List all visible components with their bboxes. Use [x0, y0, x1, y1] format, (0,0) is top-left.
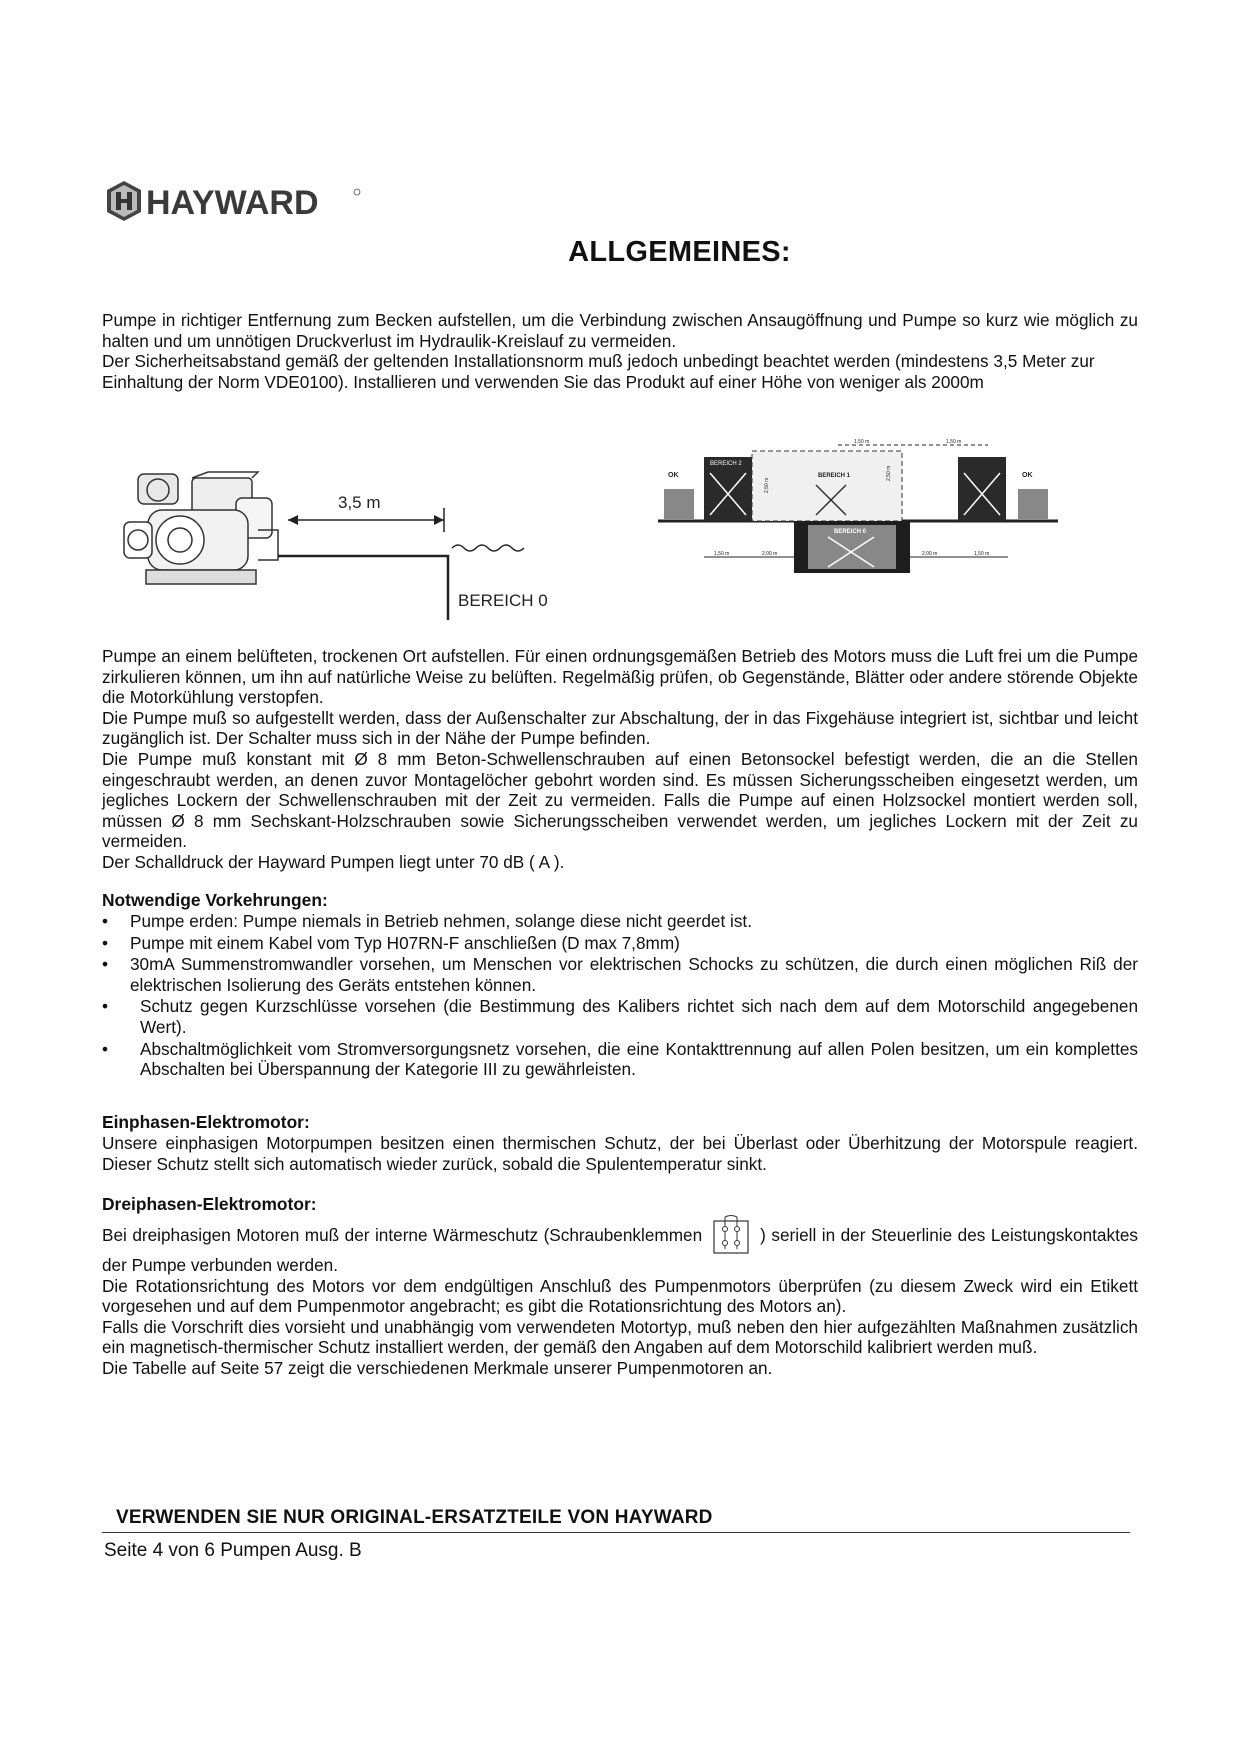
- zone-0-pool-label: BEREICH 0: [834, 529, 867, 535]
- list-item: • Pumpe mit einem Kabel vom Typ H07RN-F anschließen (D max 7,8mm): [102, 932, 680, 953]
- bullet-icon: •: [102, 911, 109, 931]
- pump-illustration: [124, 472, 278, 584]
- bottom-dim-3: 2,00 m: [922, 551, 938, 557]
- three-phase-section: [102, 1194, 1138, 1379]
- body-paragraph: Pumpe an einem belüfteten, trockenen Ort aufstellen. Für einen ordnungsgemäßen Betrieb des Motors muss die Luft frei um die Pumpe zirkulieren können, um ihn auf natürliche Weise zu belüften. Regelmäßig prüfen, ob Gegenstände, Blätter oder andere störende Objekte die Motorkühlung verstopfen.: [102, 646, 1138, 708]
- page-number: Seite 4 von 6 Pumpen Ausg. B: [104, 1540, 362, 1561]
- terminal-screws-icon: [708, 1215, 754, 1255]
- ok-label-right: OK: [1022, 472, 1033, 479]
- bottom-dim-4: 1,50 m: [974, 551, 990, 557]
- three-phase-text: Bei dreiphasigen Motoren muß der interne Wärmeschutz (Schraubenklemmen ) seriell in der Steuerlinie des Leistungskontaktes der Pumpe verbunden werden.: [102, 1215, 1138, 1276]
- bottom-dim-1: 1,50 m: [714, 551, 730, 557]
- three-phase-heading: Dreiphasen-Elektromotor:: [102, 1194, 317, 1214]
- bullet-icon: •: [102, 1038, 109, 1059]
- distance-label: 3,5 m: [338, 493, 381, 512]
- list-item: • Schutz gegen Kurzschlüsse vorsehen (die Bestimmung des Kalibers richtet sich nach dem auf dem Motorschild angegebenen Wert).: [102, 996, 1138, 1037]
- height-dim-left: 2,50 m: [764, 477, 770, 493]
- pump-distance-figure: [118, 470, 598, 620]
- three-phase-paragraph: Falls die Vorschrift dies vorsieht und unabhängig vom verwendeten Motortyp, muß neben den hier aufgezählten Maßnahmen zusätzlich ein magnetisch-thermischer Schutz installiert werden, der gemäß den Angaben auf dem Motorschild kalibriert werden muß.: [102, 1316, 1138, 1358]
- hayward-emblem-icon: [107, 181, 141, 221]
- footer-divider: [102, 1532, 1130, 1533]
- precautions-section: [102, 890, 1138, 1081]
- pool-edge: [278, 556, 448, 620]
- zone-1-label: BEREICH 1: [818, 473, 851, 479]
- body-paragraph: Die Pumpe muß so aufgestellt werden, dass der Außenschalter zur Abschaltung, der in das Fixgehäuse integriert ist, sichtbar und leicht zugänglich ist. Der Schalter muss sich in der Nähe der Pumpe befinden.: [102, 707, 1138, 749]
- intro-section: [102, 310, 1138, 392]
- zone-2-label: BEREICH 2: [710, 461, 742, 467]
- single-phase-section: [102, 1112, 1138, 1174]
- three-phase-paragraph: Die Rotationsrichtung des Motors vor dem endgültigen Anschluß des Pumpenmotors überprüfen (zu diesem Zweck wird ein Etikett vorgesehen und auf dem Pumpenmotor angebracht; es gibt die Rotationsrichtung des Motors an).: [102, 1275, 1138, 1317]
- footer-note: VERWENDEN SIE NUR ORIGINAL-ERSATZTEILE VON HAYWARD: [116, 1507, 713, 1528]
- list-item: • Pumpe erden: Pumpe niemals in Betrieb nehmen, solange diese nicht geerdet ist.: [102, 911, 752, 931]
- body-paragraph: Der Schalldruck der Hayward Pumpen liegt unter 70 dB ( A ).: [102, 851, 565, 872]
- list-item: • Abschaltmöglichkeit vom Stromversorgungsnetz vorsehen, die eine Kontakttrennung auf allen Polen besitzen, um ein komplettes Abschalten bei Überspannung der Kategorie III zu gewährleisten.: [102, 1038, 1138, 1080]
- top-dim-left: 1,50 m: [854, 439, 870, 445]
- height-dim-right: 2,50 m: [886, 465, 892, 481]
- top-dim-right: 1,50 m: [946, 439, 962, 445]
- body-paragraph: Die Pumpe muß konstant mit Ø 8 mm Beton-Schwellenschrauben auf einen Betonsockel befestigt werden, die an die Stellen eingeschraubt werden, an denen zuvor Montagelöcher gebohrt worden sind. Es müssen Sicherungsscheiben eingesetzt werden, um jegliches Lockern der Schwellenschrauben mit der Zeit zu vermeiden. Falls die Pumpe auf einen Holzsockel montiert werden soll, müssen Ø 8 mm Sechskant-Holzschrauben sowie Sicherungsscheiben verwendet werden, um jegliches Lockern mit der Zeit zu vermeiden.: [102, 748, 1138, 852]
- list-item: • 30mA Summenstromwandler vorsehen, um Menschen vor elektrischen Schocks zu schützen, die durch einen möglichen Riß der elektrischen Isolierung des Geräts entstehen können.: [102, 954, 1138, 995]
- safety-zones-diagram: [658, 437, 1058, 593]
- single-phase-text: Unsere einphasigen Motorpumpen besitzen einen thermischen Schutz, der bei Überlast oder Überhitzung der Motorspule reagiert. Dieser Schutz stellt sich automatisch wieder zurück, sobald die Spulentemperatur sinkt.: [102, 1133, 1138, 1174]
- intro-paragraph: Der Sicherheitsabstand gemäß der geltenden Installationsnorm muß jedoch unbedingt beachtet werden (mindestens 3,5 Meter zur Einhaltung der Norm VDE0100). Installieren und verwenden Sie das Produkt auf einer Höhe von weniger als 2000m: [102, 351, 1095, 392]
- hayward-logo: [104, 178, 364, 224]
- zone-0-label: BEREICH 0: [458, 591, 548, 610]
- three-phase-paragraph: Die Tabelle auf Seite 57 zeigt die verschiedenen Merkmale unserer Pumpenmotoren an.: [102, 1357, 773, 1378]
- intro-paragraph: Pumpe in richtiger Entfernung zum Becken aufstellen, um die Verbindung zwischen Ansaugöffnung und Pumpe so kurz wie möglich zu halten und um unnötigen Druckverlust im Hydraulik-Kreislauf zu vermeiden.: [102, 310, 1138, 351]
- single-phase-heading: Einphasen-Elektromotor:: [102, 1112, 310, 1132]
- brand-name: HAYWARD: [146, 184, 319, 222]
- precautions-heading: Notwendige Vorkehrungen:: [102, 890, 328, 910]
- bullet-icon: •: [102, 996, 109, 1017]
- precautions-list: [102, 911, 1138, 1080]
- bottom-dim-2: 2,00 m: [762, 551, 778, 557]
- ok-label-left: OK: [668, 472, 679, 479]
- water-wave: [452, 545, 524, 551]
- bullet-icon: •: [102, 954, 109, 975]
- page-title: ALLGEMEINES:: [568, 236, 791, 268]
- bullet-icon: •: [102, 932, 109, 953]
- installation-section: [102, 646, 1138, 873]
